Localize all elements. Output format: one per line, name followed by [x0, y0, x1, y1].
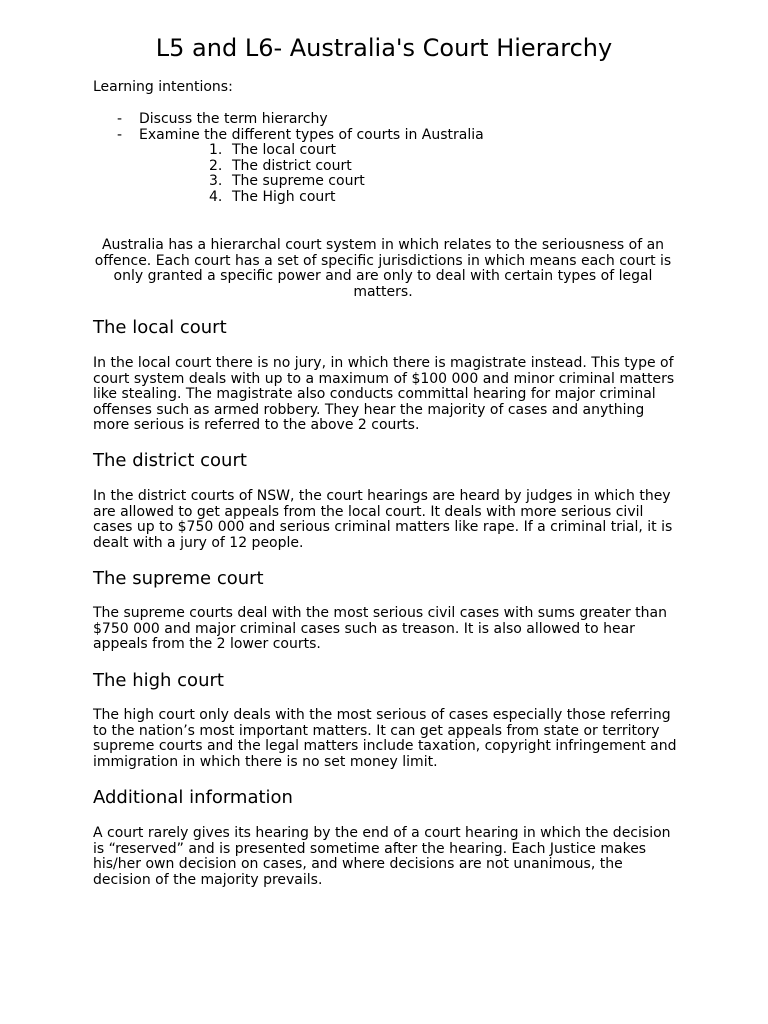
section-body-supreme-court: The supreme courts deal with the most serious civil cases with sums greater than $750 000 and major criminal cases such as treason. It is also allowed to hear appeals from the 2 lower courts. [93, 605, 667, 653]
list-item [209, 143, 365, 159]
list-number: 4. [209, 189, 223, 206]
list-number: 3. [209, 173, 223, 190]
court-types-list [209, 143, 365, 206]
section-heading-additional-information: Additional information [93, 787, 293, 808]
list-item-text: The supreme court [232, 173, 365, 190]
section-body-additional-information: A court rarely gives its hearing by the end of a court hearing in which the decision is “reserved” and is presented sometime after the hearing. Each Justice makes his/her own decision on cases, and where decisions are not unanimous, the decision of the majority prevails. [93, 825, 671, 888]
list-item-text: Discuss the term hierarchy [139, 111, 328, 127]
list-item [209, 190, 365, 206]
section-body-local-court: In the local court there is no jury, in which there is magistrate instead. This type of court system deals with up to a maximum of $100 000 and minor criminal matters like stealing. The magistrate also conducts committal hearing for major criminal offenses such as armed robbery. They hear the majority of cases and anything more serious is referred to the above 2 courts. [93, 355, 675, 434]
list-item [209, 159, 365, 175]
list-item-text: Examine the different types of courts in Australia [139, 127, 484, 143]
list-item-text: The local court [232, 142, 336, 158]
bullet-dash: - [117, 127, 123, 143]
page-title: L5 and L6- Australia's Court Hierarchy [155, 34, 613, 62]
overview-paragraph: Australia has a hierarchal court system in which relates to the seriousness of an offence. Each court has a set of specific jurisdictions in which means each court is only granted a specific power and are only to deal with certain types of legal matters. [94, 237, 672, 300]
section-heading-high-court: The high court [93, 670, 224, 691]
list-item [93, 111, 484, 127]
learning-intentions-list [93, 111, 484, 143]
list-item [209, 174, 365, 190]
bullet-dash: - [117, 111, 123, 127]
learning-intentions-label: Learning intentions: [93, 79, 233, 95]
section-body-district-court: In the district courts of NSW, the court hearings are heard by judges in which they are allowed to get appeals from the local court. It deals with more serious civil cases up to $750 000 and serious criminal matters like rape. If a criminal trial, it is dealt with a jury of 12 people. [93, 488, 673, 551]
list-item-text: The district court [232, 157, 352, 174]
list-number: 2. [209, 157, 223, 174]
section-heading-local-court: The local court [93, 317, 227, 338]
list-item [93, 127, 484, 143]
section-heading-district-court: The district court [93, 450, 247, 471]
list-item-text: The High court [232, 189, 336, 206]
section-heading-supreme-court: The supreme court [93, 568, 264, 589]
list-number: 1. [209, 142, 223, 158]
section-body-high-court: The high court only deals with the most serious of cases especially those referring to the nation’s most important matters. It can get appeals from state or territory supreme courts and the legal matters include taxation, copyright infringement and immigration in which there is no set money limit. [93, 707, 677, 770]
